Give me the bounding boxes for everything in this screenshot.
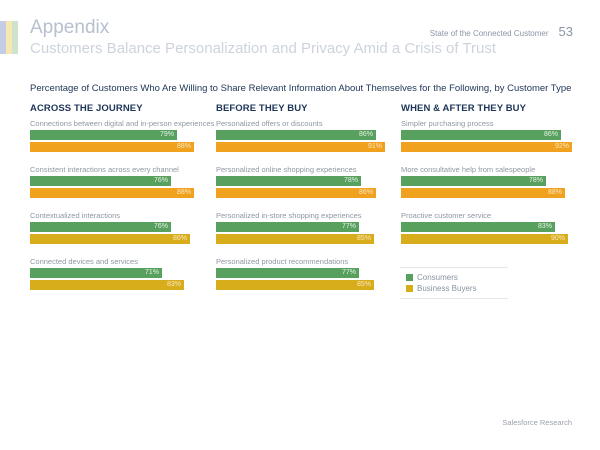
- stripe-green: [12, 21, 18, 54]
- business-buyers-bar: [216, 234, 374, 244]
- bar-value: 91%: [367, 143, 382, 150]
- bar-group: [30, 165, 210, 211]
- consumers-bar: [401, 222, 555, 232]
- bar-value: 86%: [358, 131, 373, 138]
- bar-group: [30, 119, 215, 165]
- column-heading: WHEN & AFTER THEY BUY: [401, 103, 527, 114]
- column-heading: BEFORE THEY BUY: [216, 103, 308, 114]
- bar-group-label: Connections between digital and in-person experiences: [30, 119, 215, 128]
- consumers-bar: [30, 268, 162, 278]
- bar-group: [30, 211, 210, 257]
- bar-value: 79%: [159, 131, 174, 138]
- bar-group-label: Connected devices and services: [30, 257, 138, 266]
- running-header: [430, 24, 573, 39]
- bar-value: 78%: [528, 177, 543, 184]
- legend-label: Consumers: [417, 273, 458, 282]
- consumers-bar: [30, 222, 171, 232]
- bar-group-label: Personalized product recommendations: [216, 257, 349, 266]
- bar-value: 76%: [153, 223, 168, 230]
- bar-group-label: Personalized in-store shopping experiences: [216, 211, 362, 220]
- page-number: 53: [558, 24, 573, 39]
- consumers-bar: [216, 268, 359, 278]
- bar-group-label: Personalized offers or discounts: [216, 119, 323, 128]
- legend-item-business-buyers: [400, 283, 508, 294]
- legend-item-consumers: [400, 272, 508, 283]
- bar-group: [216, 165, 396, 211]
- bar-group: [30, 257, 210, 303]
- bar-value: 88%: [176, 189, 191, 196]
- bar-value: 77%: [341, 223, 356, 230]
- business-buyers-bar: [30, 142, 194, 152]
- report-name: State of the Connected Customer: [429, 29, 549, 38]
- bar-group: [216, 119, 396, 165]
- consumers-bar: [401, 130, 561, 140]
- consumers-swatch: [406, 274, 413, 281]
- chart-column-2: [216, 103, 396, 303]
- bar-value: 78%: [343, 177, 358, 184]
- bar-group: [401, 165, 581, 211]
- consumers-bar: [216, 130, 376, 140]
- bar-group-label: Consistent interactions across every channel: [30, 165, 179, 174]
- business-buyers-bar: [30, 234, 190, 244]
- legend-label: Business Buyers: [417, 284, 477, 293]
- bar-value: 71%: [144, 269, 159, 276]
- bar-group-label: Simpler purchasing process: [401, 119, 494, 128]
- bar-value: 88%: [176, 143, 191, 150]
- bar-value: 85%: [356, 281, 371, 288]
- bar-value: 83%: [166, 281, 181, 288]
- footer-source: Salesforce Research: [502, 418, 572, 427]
- bar-value: 77%: [341, 269, 356, 276]
- page-subtitle: Customers Balance Personalization and Privacy Amid a Crisis of Trust: [30, 40, 497, 57]
- bar-value: 76%: [153, 177, 168, 184]
- business-buyers-bar: [216, 188, 376, 198]
- bar-group-label: Personalized online shopping experiences: [216, 165, 357, 174]
- consumers-bar: [30, 130, 177, 140]
- bar-value: 92%: [554, 143, 569, 150]
- decorative-stripes: [0, 21, 18, 54]
- chart-question: Percentage of Customers Who Are Willing to Share Relevant Information About Themselves for the Following, by Customer Type: [30, 83, 572, 94]
- bar-value: 83%: [537, 223, 552, 230]
- chart-column-3: [401, 103, 581, 257]
- business-buyers-bar: [401, 188, 565, 198]
- consumers-bar: [216, 176, 361, 186]
- business-buyers-bar: [30, 188, 194, 198]
- bar-group-label: Proactive customer service: [401, 211, 492, 220]
- business-buyers-bar: [401, 142, 572, 152]
- page-title: Appendix: [30, 17, 110, 38]
- business-buyers-swatch: [406, 285, 413, 292]
- bar-group: [216, 257, 396, 303]
- bar-value: 86%: [358, 189, 373, 196]
- business-buyers-bar: [216, 142, 385, 152]
- bar-group-label: Contextualized interactions: [30, 211, 121, 220]
- consumers-bar: [401, 176, 546, 186]
- bar-group-label: More consultative help from salespeople: [401, 165, 536, 174]
- business-buyers-bar: [401, 234, 568, 244]
- consumers-bar: [30, 176, 171, 186]
- bar-group: [401, 119, 581, 165]
- bar-value: 86%: [543, 131, 558, 138]
- bar-value: 85%: [356, 235, 371, 242]
- bar-value: 90%: [550, 235, 565, 242]
- bar-group: [216, 211, 396, 257]
- bar-value: 88%: [547, 189, 562, 196]
- consumers-bar: [216, 222, 359, 232]
- chart-legend: [400, 267, 508, 299]
- chart-column-1: [30, 103, 215, 303]
- bar-value: 86%: [172, 235, 187, 242]
- business-buyers-bar: [216, 280, 374, 290]
- column-heading: ACROSS THE JOURNEY: [30, 103, 143, 114]
- business-buyers-bar: [30, 280, 184, 290]
- bar-group: [401, 211, 581, 257]
